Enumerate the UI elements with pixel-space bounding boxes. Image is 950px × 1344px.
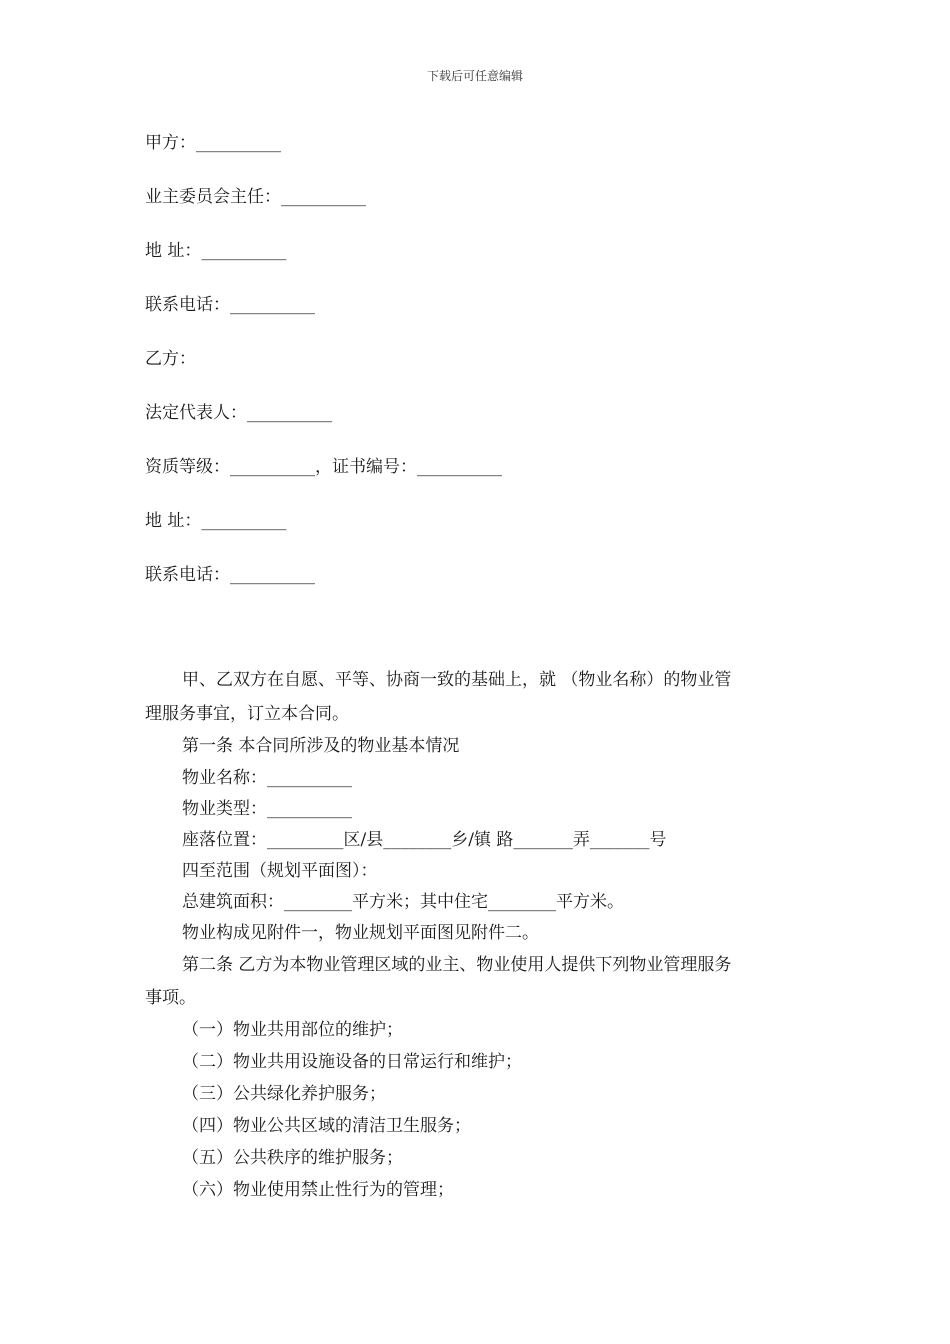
- article-1-title: 第一条 本合同所涉及的物业基本情况: [182, 736, 460, 756]
- article-2-line2: 事项。: [145, 988, 196, 1008]
- service-item: （三）公共绿化养护服务；: [182, 1084, 386, 1104]
- legal-representative-field: 法定代表人：__________: [145, 403, 332, 423]
- article-2-line1: 第二条 乙方为本物业管理区域的业主、物业使用人提供下列物业管理服务: [182, 955, 732, 975]
- property-name-field: 物业名称：__________: [182, 768, 352, 788]
- attachments-note: 物业构成见附件一，物业规划平面图见附件二。: [182, 923, 539, 943]
- committee-chair-field: 业主委员会主任：__________: [145, 187, 366, 207]
- party-a-address-field: 地 址：__________: [145, 241, 287, 261]
- boundary-field: 四至范围（规划平面图）：: [182, 861, 378, 881]
- intro-paragraph-line2: 理服务事宜，订立本合同。: [145, 704, 349, 724]
- party-a-phone-field: 联系电话：__________: [145, 295, 315, 315]
- intro-paragraph-line1: 甲、乙双方在自愿、平等、协商一致的基础上，就 （物业名称）的物业管: [182, 670, 732, 690]
- service-item: （六）物业使用禁止性行为的管理；: [182, 1180, 454, 1200]
- property-type-field: 物业类型：__________: [182, 799, 352, 819]
- qualification-certificate-field: 资质等级：__________，证书编号：__________: [145, 457, 502, 477]
- service-item: （一）物业共用部位的维护；: [182, 1020, 403, 1040]
- party-b-address-field: 地 址：__________: [145, 511, 287, 531]
- service-item: （四）物业公共区域的清洁卫生服务；: [182, 1116, 471, 1136]
- service-item: （二）物业共用设施设备的日常运行和维护；: [182, 1052, 522, 1072]
- service-item: （五）公共秩序的维护服务；: [182, 1148, 403, 1168]
- location-field: 座落位置：_________区/县________乡/镇 路_______弄_______号: [182, 830, 667, 850]
- party-a-field: 甲方：__________: [145, 133, 281, 153]
- page-header: 下载后可任意编辑: [426, 69, 523, 83]
- area-field: 总建筑面积：________平方米；其中住宅________平方米。: [182, 892, 624, 912]
- party-b-field: 乙方：: [145, 349, 196, 369]
- party-b-phone-field: 联系电话：__________: [145, 565, 315, 585]
